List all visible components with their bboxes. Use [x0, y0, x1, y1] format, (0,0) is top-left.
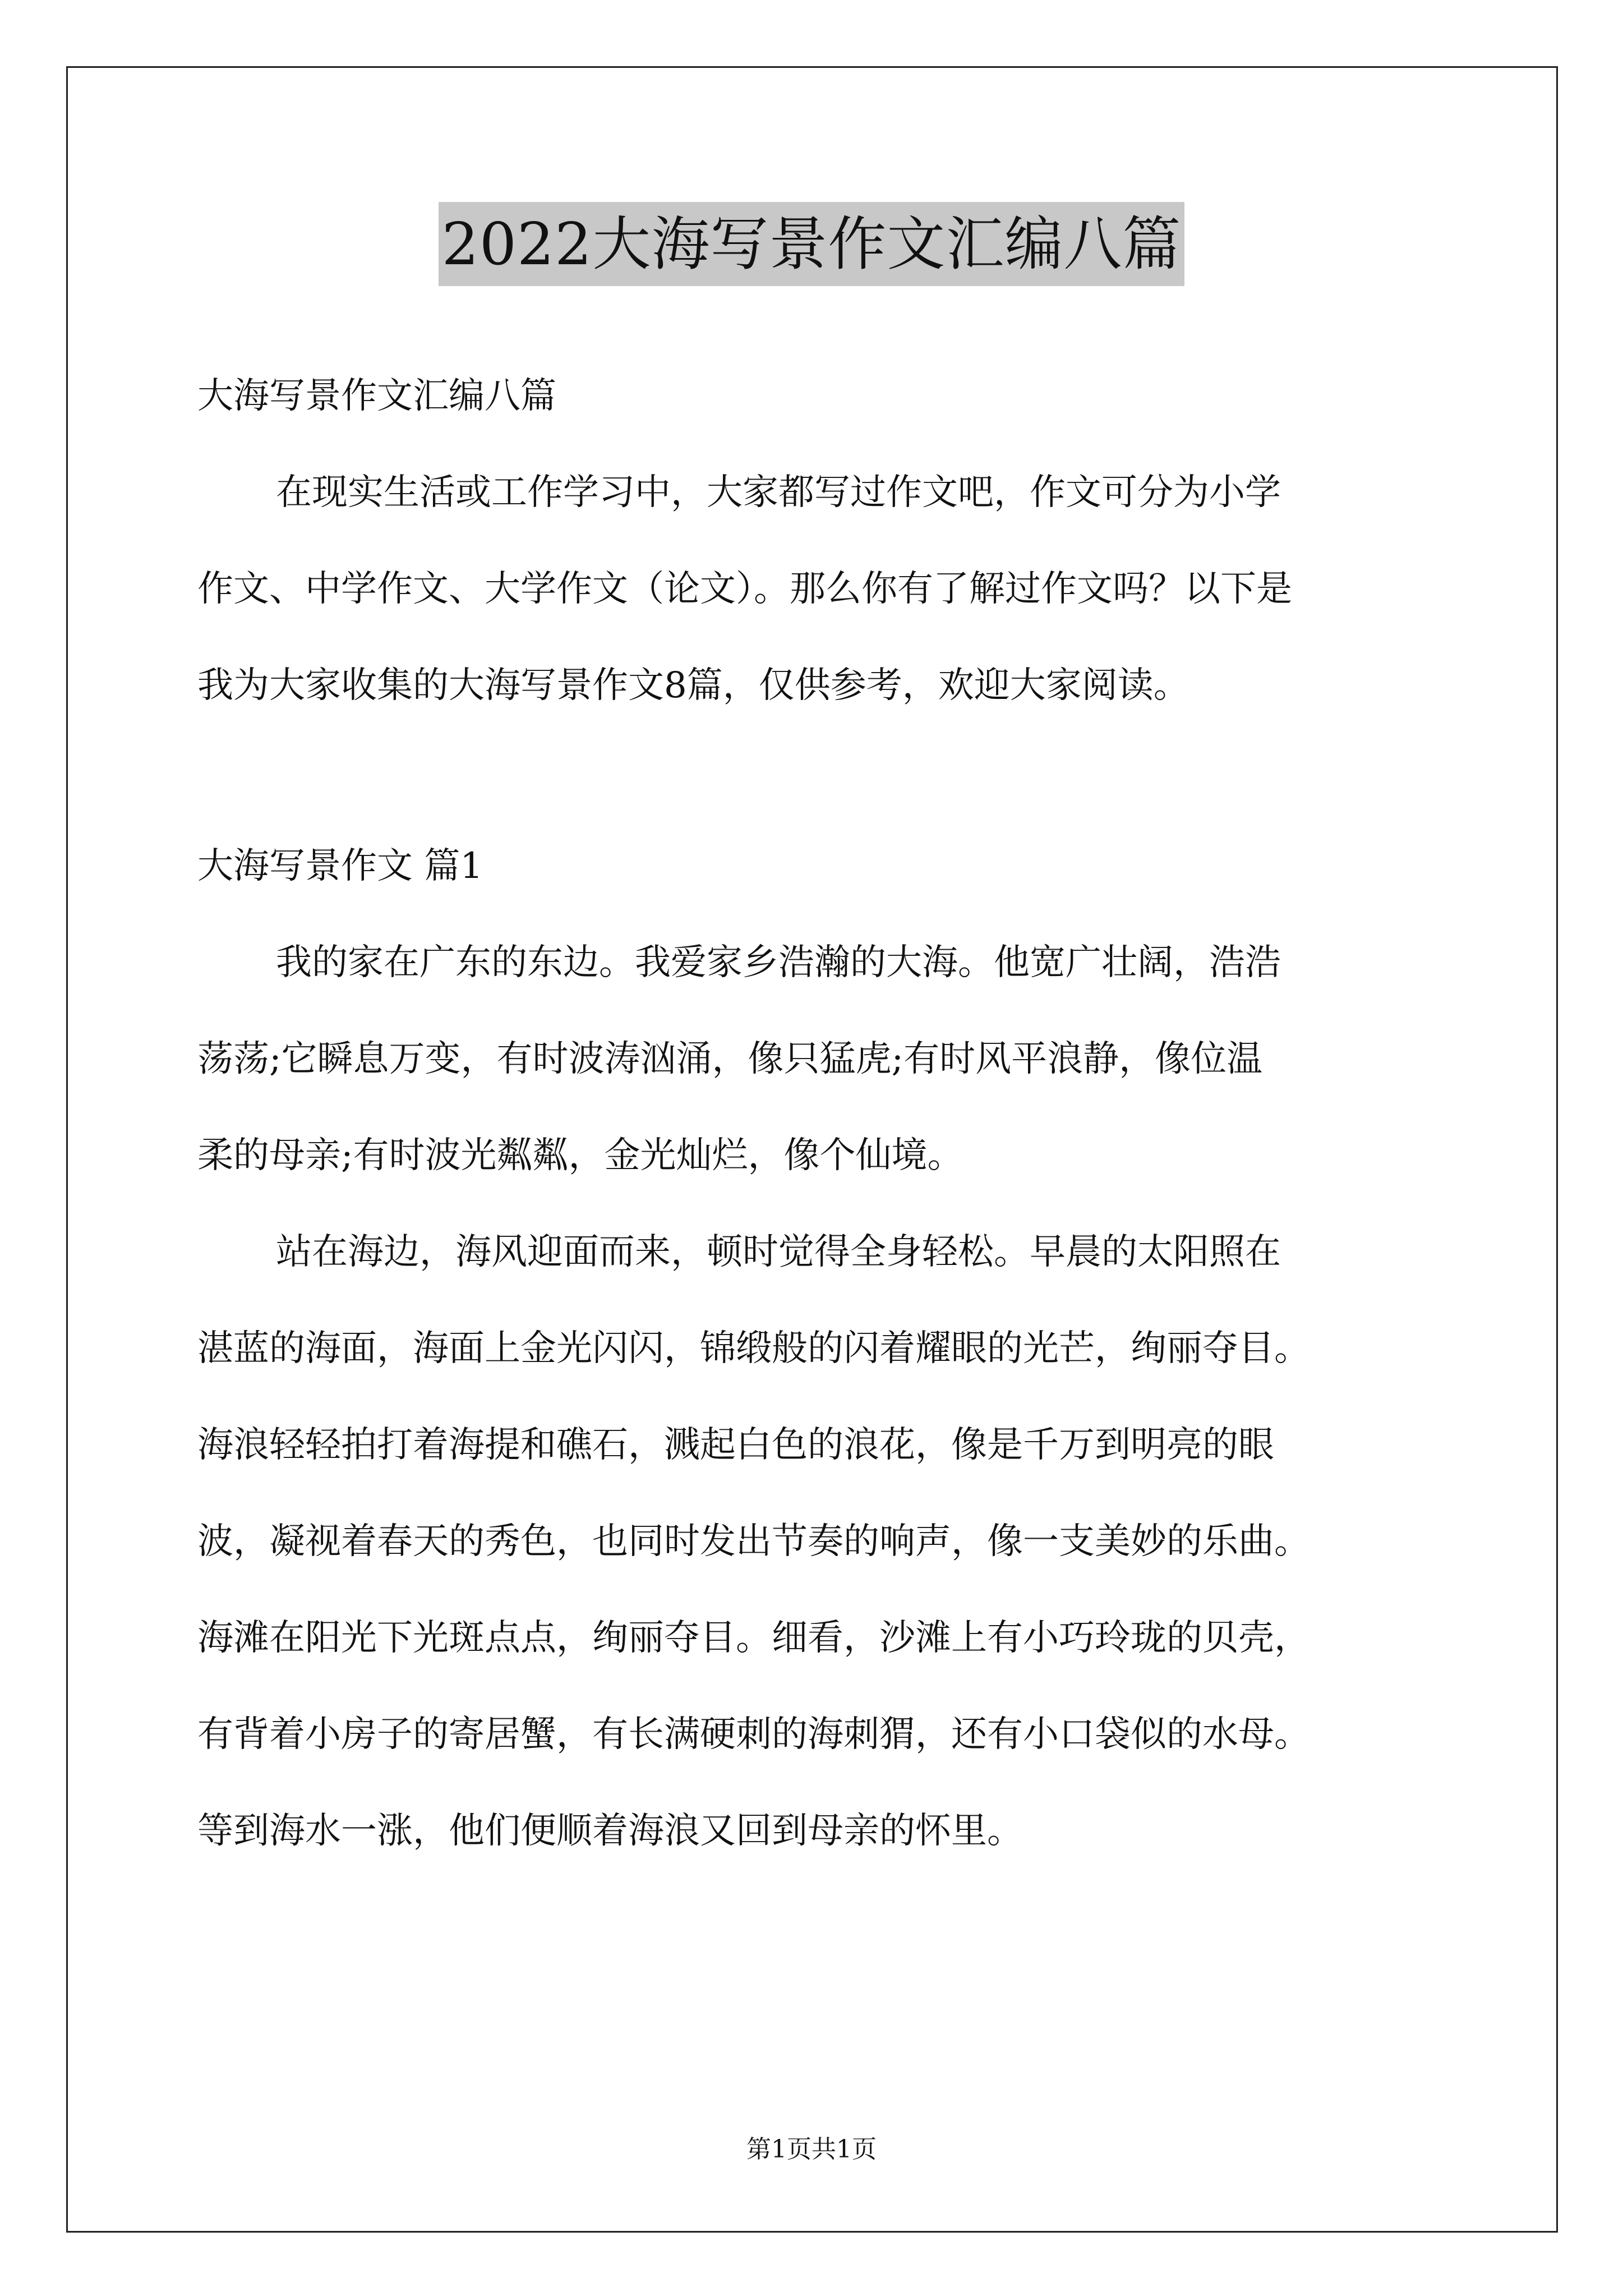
text-line: 有背着小房子的寄居蟹，有长满硬刺的海刺猬，还有小口袋似的水母。 [197, 1714, 1310, 1755]
text-line: 湛蓝的海面，海面上金光闪闪，锦缎般的闪着耀眼的光芒，绚丽夺目。 [197, 1328, 1310, 1369]
intro-paragraph [197, 444, 1431, 734]
text-line: 站在海边，海风迎面而来，顿时觉得全身轻松。早晨的太阳照在 [276, 1231, 1281, 1273]
section-heading: 大海写景作文 篇1 [197, 845, 483, 887]
page-footer [0, 2133, 1623, 2166]
text-line: 我的家在广东的东边。我爱家乡浩瀚的大海。他宽广壮阔，浩浩 [276, 942, 1281, 983]
text-line: 海浪轻轻拍打着海提和礁石，溅起白色的浪花，像是千万到明亮的眼 [197, 1424, 1274, 1466]
text-line: 海滩在阳光下光斑点点，绚丽夺目。细看，沙滩上有小巧玲珑的贝壳， [197, 1617, 1310, 1659]
text-line: 作文、中学作文、大学作文（论文）。那么你有了解过作文吗？以下是 [197, 568, 1292, 610]
text-line: 我为大家收集的大海写景作文8篇，仅供参考，欢迎大家阅读。 [197, 665, 1189, 706]
text-line: 在现实生活或工作学习中，大家都写过作文吧，作文可分为小学 [276, 472, 1281, 513]
text-line: 等到海水一涨，他们便顺着海浪又回到母亲的怀里。 [197, 1810, 1023, 1852]
document-body [197, 348, 1431, 1879]
text-line: 柔的母亲;有时波光粼粼，金光灿烂，像个仙境。 [197, 1135, 963, 1176]
text-line: 荡荡;它瞬息万变，有时波涛汹涌，像只猛虎;有时风平浪静，像位温 [197, 1038, 1263, 1080]
document-subtitle: 大海写景作文汇编八篇 [197, 375, 556, 417]
paragraph-2 [197, 1204, 1431, 1879]
text-line: 波，凝视着春天的秀色，也同时发出节奏的响声，像一支美妙的乐曲。 [197, 1521, 1310, 1562]
document-title: 2022大海写景作文汇编八篇 [439, 202, 1185, 286]
paragraph-1 [197, 914, 1431, 1204]
title-container [0, 202, 1623, 286]
page-number-total: 共1页 [811, 2135, 877, 2164]
page-number-current: 第1页 [746, 2135, 811, 2164]
